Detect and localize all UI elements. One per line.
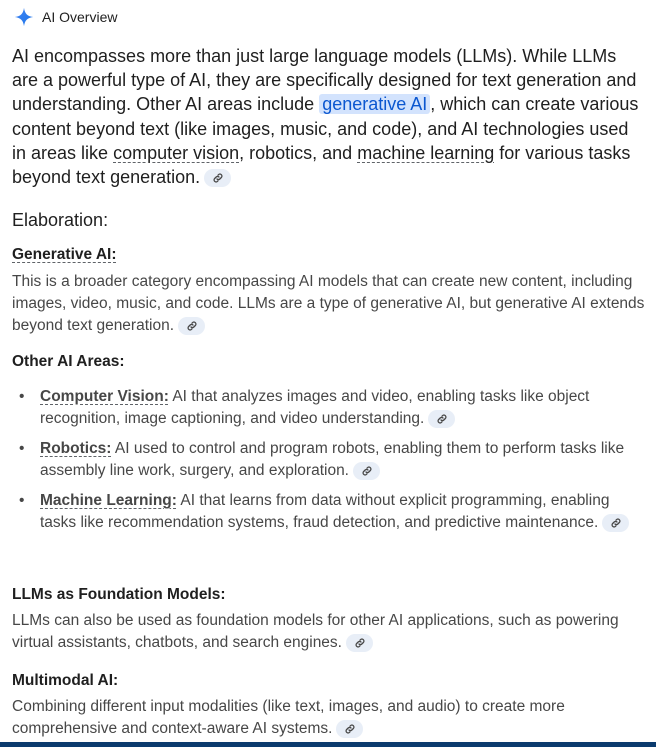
foundation-models-title: LLMs as Foundation Models:	[12, 586, 226, 603]
link-icon	[186, 320, 198, 332]
intro-text-1: AI encompasses more than just large language models (LLMs). While LLMs are a powerful type of AI, they are specifically designed for text generation and understanding. Other AI areas include	[12, 46, 637, 115]
robotics-link[interactable]: Robotics:	[40, 440, 112, 457]
source-link-button[interactable]	[346, 634, 373, 652]
link-icon	[361, 465, 373, 477]
bullet: •	[19, 492, 25, 509]
bottom-bar	[0, 742, 656, 747]
bullet: •	[19, 388, 25, 405]
computer-vision-link[interactable]: Computer Vision:	[40, 388, 169, 405]
list-item	[12, 438, 646, 482]
other-ai-areas-list	[12, 386, 646, 542]
list-item-text: AI that learns from data without explicit programming, enabling tasks like recommendation systems, fraud detection, and predictive maintenance.	[40, 492, 610, 531]
intro-text-2: , which can create various content beyond text (like images, music, and code), and AI technologies used in areas like	[12, 94, 639, 163]
link-icon	[212, 172, 224, 184]
list-item	[12, 490, 646, 534]
sparkle-icon	[14, 7, 34, 27]
source-link-button[interactable]	[204, 169, 231, 187]
link-icon	[436, 413, 448, 425]
intro-paragraph	[12, 44, 646, 189]
generative-ai-text: This is a broader category encompassing AI models that can create new content, including images, video, music, and code. LLMs are a type of generative AI, but generative AI extends beyond text generation.	[12, 273, 645, 334]
multimodal-ai-text: Combining different input modalities (like text, images, and audio) to create more comprehensive and context-aware AI systems.	[12, 698, 565, 737]
generative-ai-body	[12, 271, 646, 337]
source-link-button[interactable]	[178, 317, 205, 335]
machine-learning-term[interactable]: machine learning	[357, 142, 495, 163]
multimodal-ai-title: Multimodal AI:	[12, 672, 119, 689]
source-link-button[interactable]	[353, 462, 380, 480]
bullet: •	[19, 440, 25, 457]
machine-learning-link[interactable]: Machine Learning:	[40, 492, 177, 509]
other-ai-areas-title: Other AI Areas:	[12, 353, 125, 370]
source-link-button[interactable]	[602, 514, 629, 532]
multimodal-ai-body	[12, 696, 646, 740]
foundation-models-body	[12, 610, 646, 654]
list-item-text: AI that analyzes images and video, enabling tasks like object recognition, image captioning, and video understanding.	[40, 388, 590, 427]
foundation-models-text: LLMs can also be used as foundation models for other AI applications, such as powering virtual assistants, chatbots, and search engines.	[12, 612, 619, 651]
generative-ai-highlight[interactable]: generative AI	[319, 94, 430, 114]
list-item-text: AI used to control and program robots, enabling them to perform tasks like assembly line work, surgery, and exploration.	[40, 440, 625, 479]
link-icon	[354, 637, 366, 649]
intro-text-3: , robotics, and	[239, 142, 358, 163]
header-title: AI Overview	[42, 9, 118, 25]
link-icon	[610, 517, 622, 529]
source-link-button[interactable]	[428, 410, 455, 428]
intro-text-4: for various tasks beyond text generation.	[12, 142, 631, 188]
source-link-button[interactable]	[336, 720, 363, 738]
computer-vision-term[interactable]: computer vision	[113, 142, 240, 163]
elaboration-heading: Elaboration:	[12, 210, 109, 230]
ai-overview-header	[14, 6, 117, 28]
list-item	[12, 386, 646, 430]
link-icon	[344, 723, 356, 735]
generative-ai-title[interactable]: Generative AI:	[12, 246, 117, 263]
